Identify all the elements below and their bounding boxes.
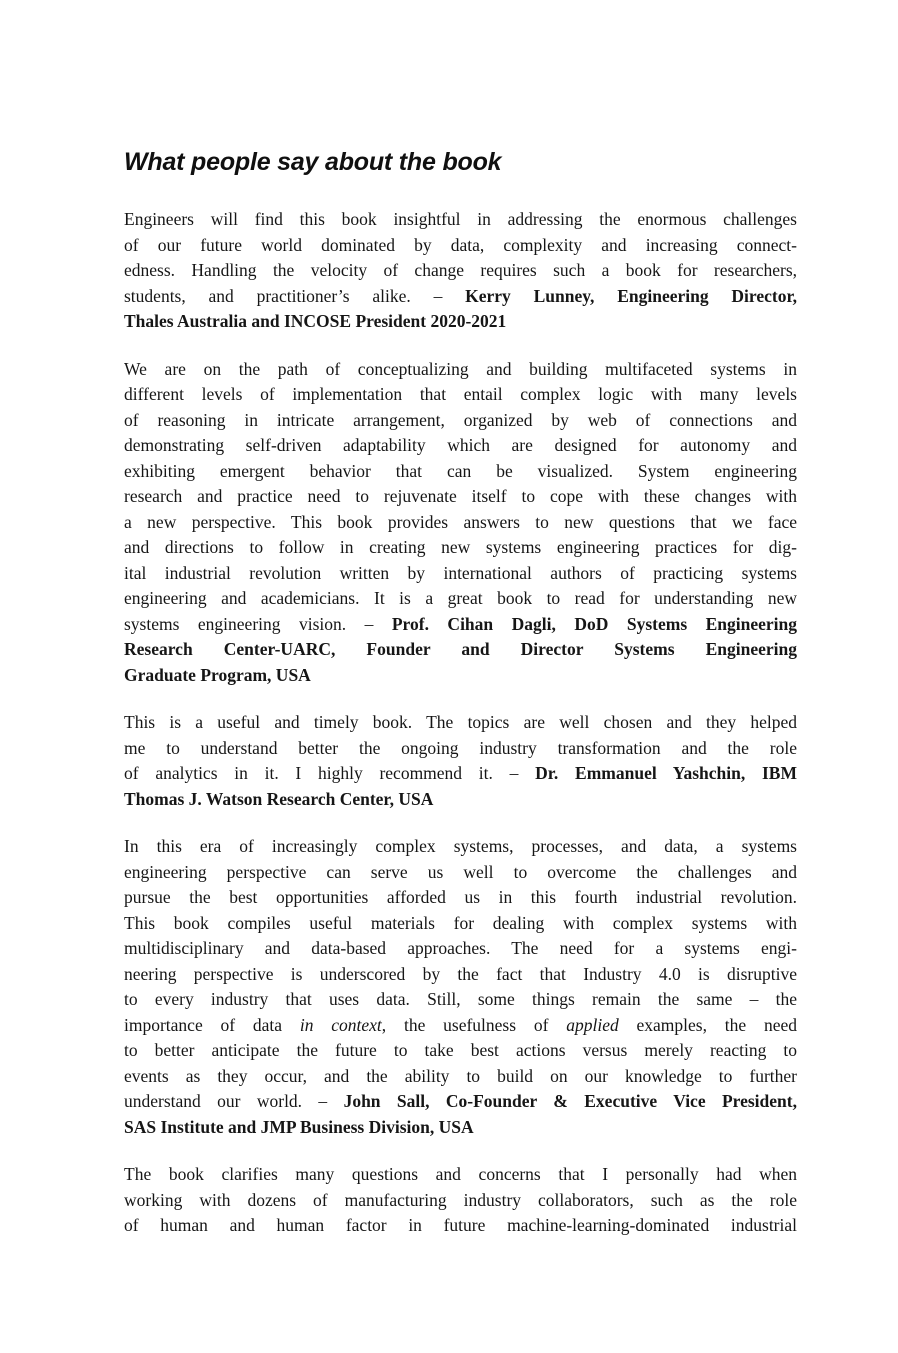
- text-run: of analytics in it. I highly recommend it. –: [124, 763, 536, 783]
- text-line: [124, 207, 797, 233]
- text-run: demonstrating self-driven adaptability which are designed for autonomy and: [124, 435, 797, 455]
- text-run: events as they occur, and the ability to build on our knowledge to further: [124, 1065, 797, 1086]
- text-run-bold: Graduate Program, USA: [124, 664, 311, 685]
- text-run-bold: Prof. Cihan Dagli, DoD Systems Engineering: [391, 613, 797, 634]
- text-run: engineering perspective can serve us well to overcome the challenges and: [124, 861, 797, 882]
- text-line: [124, 382, 797, 408]
- text-line: [124, 258, 797, 284]
- text-run: systems engineering vision. –: [124, 613, 392, 634]
- text-line: [124, 1013, 797, 1039]
- text-line: [124, 561, 797, 587]
- text-run-bold: Kerry Lunney, Engineering Director,: [465, 285, 797, 306]
- text-line: [124, 510, 797, 536]
- text-line: [124, 1038, 797, 1064]
- text-line: [124, 860, 797, 886]
- text-line: [124, 433, 797, 459]
- testimonial-paragraph: [124, 710, 797, 812]
- text-run: exhibiting emergent behavior that can be visualized. System engineering: [124, 460, 797, 481]
- text-line: [124, 736, 797, 762]
- text-run: importance of data: [124, 1014, 300, 1035]
- text-run: research and practice need to rejuvenate itself to cope with these changes with: [124, 486, 797, 506]
- text-run-bold: Thales Australia and INCOSE President 2020-2021: [124, 311, 507, 331]
- text-run: different levels of implementation that entail complex logic with many levels: [124, 384, 797, 404]
- text-line: [124, 309, 797, 335]
- text-line: [124, 233, 797, 259]
- text-line: [124, 911, 797, 937]
- text-line: [124, 612, 797, 638]
- text-run: In this era of increasingly complex systems, processes, and data, a systems: [124, 836, 797, 856]
- text-line: [124, 962, 797, 988]
- text-run: , the usefulness of: [381, 1014, 567, 1035]
- text-line: [124, 459, 797, 485]
- text-line: [124, 484, 797, 510]
- text-line: [124, 637, 797, 663]
- text-run: to better anticipate the future to take best actions versus merely reacting to: [124, 1040, 797, 1060]
- text-line: [124, 535, 797, 561]
- text-run: understand our world. –: [124, 1091, 344, 1111]
- text-run-italic: in context: [299, 1014, 382, 1035]
- text-line: [124, 787, 797, 813]
- text-line: [124, 586, 797, 612]
- text-run: me to understand better the ongoing industry transformation and the role: [124, 737, 797, 758]
- text-line: [124, 663, 797, 689]
- text-run: pursue the best opportunities afforded us in this fourth industrial revolution.: [124, 887, 797, 907]
- text-run: The book clarifies many questions and concerns that I personally had when: [124, 1164, 797, 1184]
- text-line: [124, 710, 797, 736]
- text-line: [124, 936, 797, 962]
- text-run: We are on the path of conceptualizing and building multifaceted systems in: [124, 358, 797, 379]
- text-run: ital industrial revolution written by international authors of practicing systems: [124, 562, 797, 583]
- text-line: [124, 1162, 797, 1188]
- text-run: of human and human factor in future machine-learning-dominated industrial: [124, 1215, 797, 1235]
- text-run: to every industry that uses data. Still, some things remain the same – the: [124, 989, 797, 1009]
- text-line: [124, 1064, 797, 1090]
- text-line: [124, 1213, 797, 1239]
- text-run-bold: SAS Institute and JMP Business Division, USA: [124, 1116, 474, 1137]
- text-line: [124, 1188, 797, 1214]
- text-line: [124, 408, 797, 434]
- text-run: examples, the need: [618, 1014, 797, 1035]
- text-run: multidisciplinary and data-based approaches. The need for a systems engi-: [124, 938, 797, 958]
- text-run: neering perspective is underscored by the fact that Industry 4.0 is disruptive: [124, 963, 797, 984]
- text-run: edness. Handling the velocity of change requires such a book for researchers,: [124, 260, 797, 280]
- text-run: This book compiles useful materials for dealing with complex systems with: [124, 912, 797, 933]
- testimonial-paragraph: [124, 1162, 797, 1239]
- text-line: [124, 834, 797, 860]
- text-line: [124, 761, 797, 787]
- text-run-bold: Research Center-UARC, Founder and Director Systems Engineering: [124, 639, 797, 659]
- text-run: of our future world dominated by data, complexity and increasing connect-: [124, 234, 797, 255]
- text-run-italic: applied: [566, 1014, 619, 1035]
- text-line: [124, 885, 797, 911]
- text-run: working with dozens of manufacturing industry collaborators, such as the role: [124, 1189, 797, 1210]
- testimonial-paragraph: [124, 357, 797, 689]
- text-run: and directions to follow in creating new systems engineering practices for dig-: [124, 537, 797, 557]
- text-run: students, and practitioner’s alike. –: [124, 285, 466, 306]
- text-run-bold: Dr. Emmanuel Yashchin, IBM: [535, 763, 797, 783]
- text-run: Engineers will find this book insightful in addressing the enormous challenges: [124, 209, 797, 229]
- text-line: [124, 987, 797, 1013]
- text-run-bold: Thomas J. Watson Research Center, USA: [124, 788, 434, 809]
- text-run: This is a useful and timely book. The topics are well chosen and they helped: [124, 712, 797, 732]
- text-line: [124, 357, 797, 383]
- text-run: a new perspective. This book provides answers to new questions that we face: [124, 511, 797, 532]
- page-title: What people say about the book: [124, 148, 502, 176]
- text-run: of reasoning in intricate arrangement, organized by web of connections and: [124, 409, 797, 430]
- text-line: [124, 284, 797, 310]
- testimonial-paragraph: [124, 207, 797, 335]
- text-run: engineering and academicians. It is a great book to read for understanding new: [124, 588, 797, 608]
- text-run-bold: John Sall, Co-Founder & Executive Vice President,: [343, 1091, 797, 1111]
- testimonial-paragraph: [124, 834, 797, 1140]
- text-line: [124, 1115, 797, 1141]
- testimonials-section: [124, 207, 797, 1239]
- text-line: [124, 1089, 797, 1115]
